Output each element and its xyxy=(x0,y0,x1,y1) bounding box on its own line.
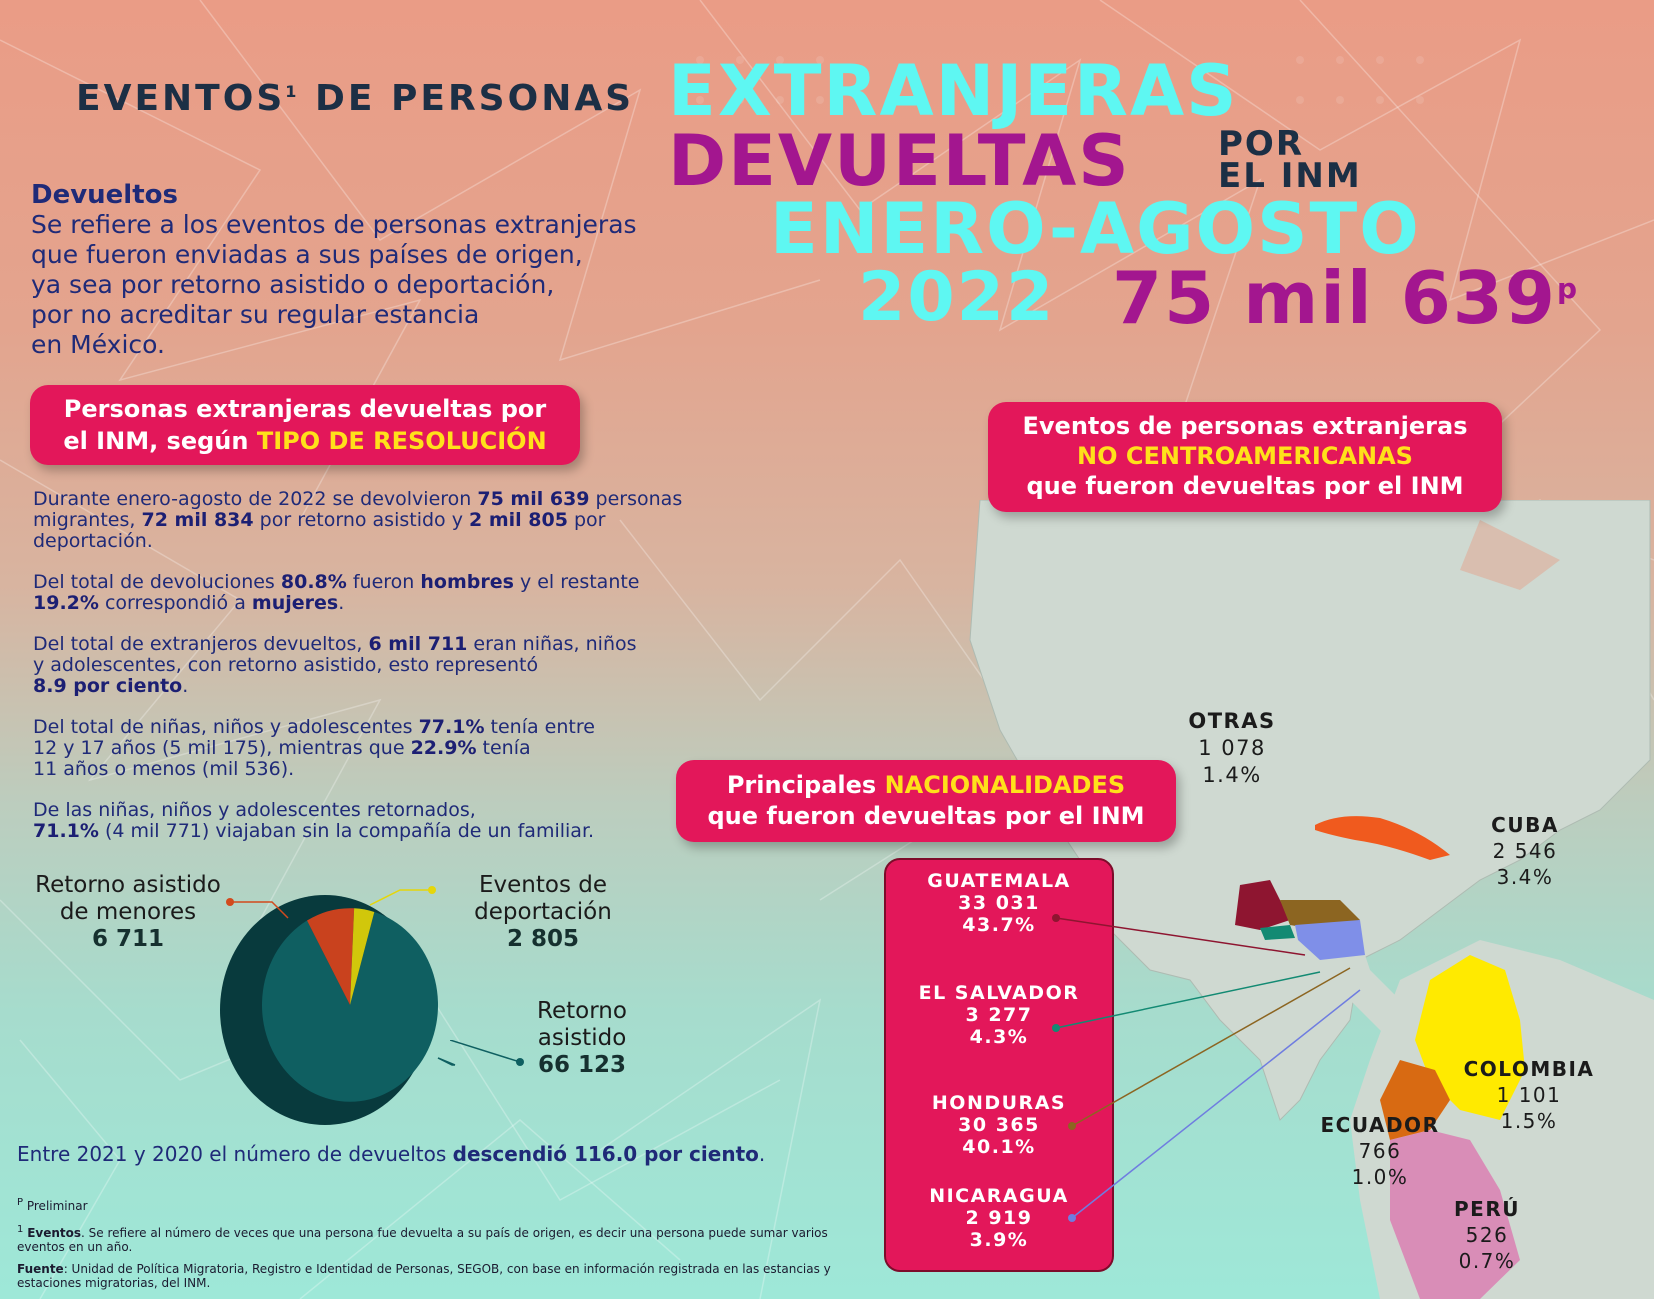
label-menores-value: 6 711 xyxy=(91,926,165,952)
footnotes xyxy=(17,1196,867,1290)
paragraph-1 xyxy=(33,489,753,552)
connector-deportacion-dot xyxy=(428,886,436,894)
footnote-mark: P xyxy=(17,1197,24,1208)
title-total xyxy=(1112,256,1579,340)
connector-deportacion xyxy=(370,890,432,905)
footnote-text: : Unidad de Política Migratoria, Registro e Identidad de Personas, SEGOB, con base en información registrada en las estancias y xyxy=(63,1262,831,1276)
label-deportacion-line: deportación xyxy=(474,899,612,925)
country-name: CUBA xyxy=(1491,813,1559,837)
p3-text: y adolescentes, con retorno asistido, esto representó xyxy=(33,654,539,676)
country-value: 526 xyxy=(1465,1223,1509,1247)
title-footnote-mark: 1 xyxy=(285,82,300,101)
nat-name: GUATEMALA xyxy=(927,870,1071,892)
p5-text: (4 mil 771) viajaban sin la compañía de un familiar. xyxy=(98,820,595,842)
nat-name: EL SALVADOR xyxy=(918,982,1080,1004)
title-total-mark: p xyxy=(1557,272,1580,305)
label-colombia xyxy=(1454,1056,1604,1134)
p2-text: . xyxy=(338,592,345,614)
p4-pct-a: 77.1% xyxy=(418,716,485,738)
label-deportacion-value: 2 805 xyxy=(506,926,580,952)
country-value: 2 546 xyxy=(1492,839,1558,863)
title-prefix xyxy=(76,78,634,119)
country-value: 1 101 xyxy=(1496,1083,1562,1107)
title-el-inm: EL INM xyxy=(1218,156,1362,196)
nat-pill-line2: que fueron devueltas por el INM xyxy=(707,802,1145,830)
nat-pct: 43.7% xyxy=(962,914,1036,936)
p2-text: fueron xyxy=(346,571,421,593)
p4-text: 12 y 17 años (5 mil 175), mientras que xyxy=(33,737,411,759)
p4-text: 11 años o menos (mil 536). xyxy=(33,758,295,780)
footnote-preliminar xyxy=(17,1196,867,1213)
footnote-fuente xyxy=(17,1262,867,1290)
country-value: 1 078 xyxy=(1198,736,1266,760)
label-menores-line: Retorno asistido xyxy=(35,872,221,898)
title-por: POR xyxy=(1218,124,1305,164)
comparison-text xyxy=(17,1142,765,1166)
p2-mujeres-pct: 19.2% xyxy=(33,592,99,614)
paragraph-2 xyxy=(33,572,753,614)
comparison-part: . xyxy=(758,1142,766,1166)
p2-hombres: hombres xyxy=(420,571,514,593)
title-anio: 2022 xyxy=(858,258,1056,337)
p2-text: correspondió a xyxy=(98,592,252,614)
connector-honduras xyxy=(1072,968,1350,1126)
definition-line: por no acreditar su regular estancia xyxy=(31,300,480,329)
nat-name: HONDURAS xyxy=(931,1092,1067,1114)
footnote-text: . Se refiere al número de veces que una persona fue devuelta a su país de origen, es decir una persona puede sumar varios xyxy=(81,1226,828,1240)
p5-text: De las niñas, niños y adolescentes retornados, xyxy=(33,799,476,821)
footnote-text: eventos en un año. xyxy=(17,1240,133,1254)
definition-title: Devueltos xyxy=(31,180,178,210)
country-pct: 1.0% xyxy=(1351,1165,1409,1189)
definition-block xyxy=(31,180,691,360)
p3-text: . xyxy=(182,675,189,697)
connector-nicaragua xyxy=(1072,990,1360,1218)
p1-deportacion: 2 mil 805 xyxy=(469,509,568,531)
nat-pill-pre: Principales xyxy=(726,771,877,799)
resolution-pill-highlight: TIPO DE RESOLUCIÓN xyxy=(256,427,547,455)
title-devueltas: DEVUELTAS xyxy=(668,120,1131,202)
p4-pct-b: 22.9% xyxy=(410,737,477,759)
title-de-personas: DE PERSONAS xyxy=(314,78,635,119)
label-ecuador xyxy=(1320,1112,1440,1190)
title-total-value: 75 mil 639 xyxy=(1112,256,1558,340)
label-retorno xyxy=(522,998,642,1079)
no-ca-highlight: NO CENTROAMERICANAS xyxy=(1077,442,1413,470)
country-name: COLOMBIA xyxy=(1463,1057,1595,1081)
p2-mujeres: mujeres xyxy=(251,592,339,614)
p2-text: Del total de devoluciones xyxy=(33,571,281,593)
p1-text: personas xyxy=(589,488,683,510)
nat-name: NICARAGUA xyxy=(929,1185,1069,1207)
p1-text: deportación. xyxy=(33,530,153,552)
p1-text: por xyxy=(567,509,606,531)
no-centroamericanas-pill xyxy=(988,402,1502,512)
nat-value: 3 277 xyxy=(965,1004,1033,1026)
footnote-text: estaciones migratorias, del INM. xyxy=(17,1276,211,1290)
resolution-pill-pre: el INM, según xyxy=(63,427,249,455)
footnote-mark: 1 xyxy=(17,1224,24,1235)
country-pct: 0.7% xyxy=(1458,1249,1516,1273)
comparison-part: Entre 2021 y 2020 el número de devueltos xyxy=(17,1142,453,1166)
p3-ninos: 6 mil 711 xyxy=(368,633,468,655)
no-ca-line: Eventos de personas extranjeras xyxy=(1022,412,1468,440)
p1-text: Durante enero-agosto de 2022 se devolvieron xyxy=(33,488,478,510)
nat-pct: 4.3% xyxy=(969,1026,1029,1048)
paragraph-5 xyxy=(33,800,753,842)
connector-retorno-line xyxy=(450,1040,530,1070)
definition-line: en México. xyxy=(31,330,165,359)
nat-pct: 40.1% xyxy=(962,1136,1036,1158)
resolution-pill-line1: Personas extranjeras devueltas por xyxy=(63,395,547,423)
definition-text xyxy=(31,210,691,360)
nat-pill-highlight: NACIONALIDADES xyxy=(884,771,1126,799)
title-eventos: EVENTOS xyxy=(76,78,286,119)
country-name: OTRAS xyxy=(1188,709,1276,733)
p3-pct: 8.9 por ciento xyxy=(33,675,183,697)
nat-value: 2 919 xyxy=(965,1207,1033,1229)
label-retorno-line: Retorno xyxy=(537,998,627,1024)
nat-pill-line1 xyxy=(676,770,1176,801)
country-value: 766 xyxy=(1358,1139,1402,1163)
label-peru xyxy=(1442,1196,1532,1274)
label-retorno-value: 66 123 xyxy=(537,1052,627,1078)
country-pct: 1.5% xyxy=(1500,1109,1558,1133)
nat-pct: 3.9% xyxy=(969,1229,1029,1251)
label-retorno-line: asistido xyxy=(537,1025,627,1051)
p3-text: Del total de extranjeros devueltos, xyxy=(33,633,369,655)
label-menores-line: de menores xyxy=(59,899,197,925)
connector-menores xyxy=(230,902,288,918)
nat-value: 30 365 xyxy=(958,1114,1040,1136)
nat-value: 33 031 xyxy=(958,892,1040,914)
p1-text: migrantes, xyxy=(33,509,142,531)
paragraph-4 xyxy=(33,717,753,780)
footnote-term: Fuente xyxy=(17,1262,64,1276)
resolution-pill-line2 xyxy=(30,425,580,457)
p3-text: eran niñas, niños xyxy=(467,633,637,655)
p1-text: por retorno asistido y xyxy=(253,509,469,531)
country-name: PERÚ xyxy=(1454,1197,1520,1221)
country-pct: 1.4% xyxy=(1202,763,1262,787)
label-cuba xyxy=(1470,812,1580,890)
nacionalidades-pill xyxy=(676,760,1176,842)
label-menores xyxy=(28,872,228,953)
p1-retorno: 72 mil 834 xyxy=(141,509,254,531)
connector-el-salvador xyxy=(1056,972,1320,1028)
label-deportacion-line: Eventos de xyxy=(478,872,607,898)
title-por-el-inm xyxy=(1218,124,1362,196)
p1-total: 75 mil 639 xyxy=(477,488,590,510)
label-deportacion xyxy=(458,872,628,953)
definition-line: que fueron enviadas a sus países de origen, xyxy=(31,240,583,269)
p4-text: tenía entre xyxy=(484,716,595,738)
title-extranjeras: EXTRANJERAS xyxy=(668,50,1239,132)
connector-guatemala xyxy=(1056,918,1305,955)
title-periodo: ENERO-AGOSTO xyxy=(770,188,1421,270)
label-otras xyxy=(1172,708,1292,789)
country-name: ECUADOR xyxy=(1320,1113,1440,1137)
resolution-pill xyxy=(30,385,580,465)
no-ca-line: que fueron devueltas por el INM xyxy=(1026,472,1464,500)
p4-text: tenía xyxy=(476,737,531,759)
paragraph-3 xyxy=(33,634,753,697)
country-pct: 3.4% xyxy=(1496,865,1554,889)
footnote-term: Eventos xyxy=(27,1226,82,1240)
comparison-highlight: descendió 116.0 por ciento xyxy=(452,1142,759,1166)
footnote-eventos xyxy=(17,1223,867,1254)
definition-line: ya sea por retorno asistido o deportación, xyxy=(31,270,555,299)
footnote-text: Preliminar xyxy=(26,1199,88,1213)
p5-pct: 71.1% xyxy=(33,820,99,842)
p2-text: y el restante xyxy=(513,571,640,593)
p4-text: Del total de niñas, niños y adolescentes xyxy=(33,716,419,738)
p2-hombres-pct: 80.8% xyxy=(280,571,347,593)
definition-line: Se refiere a los eventos de personas extranjeras xyxy=(31,210,637,239)
